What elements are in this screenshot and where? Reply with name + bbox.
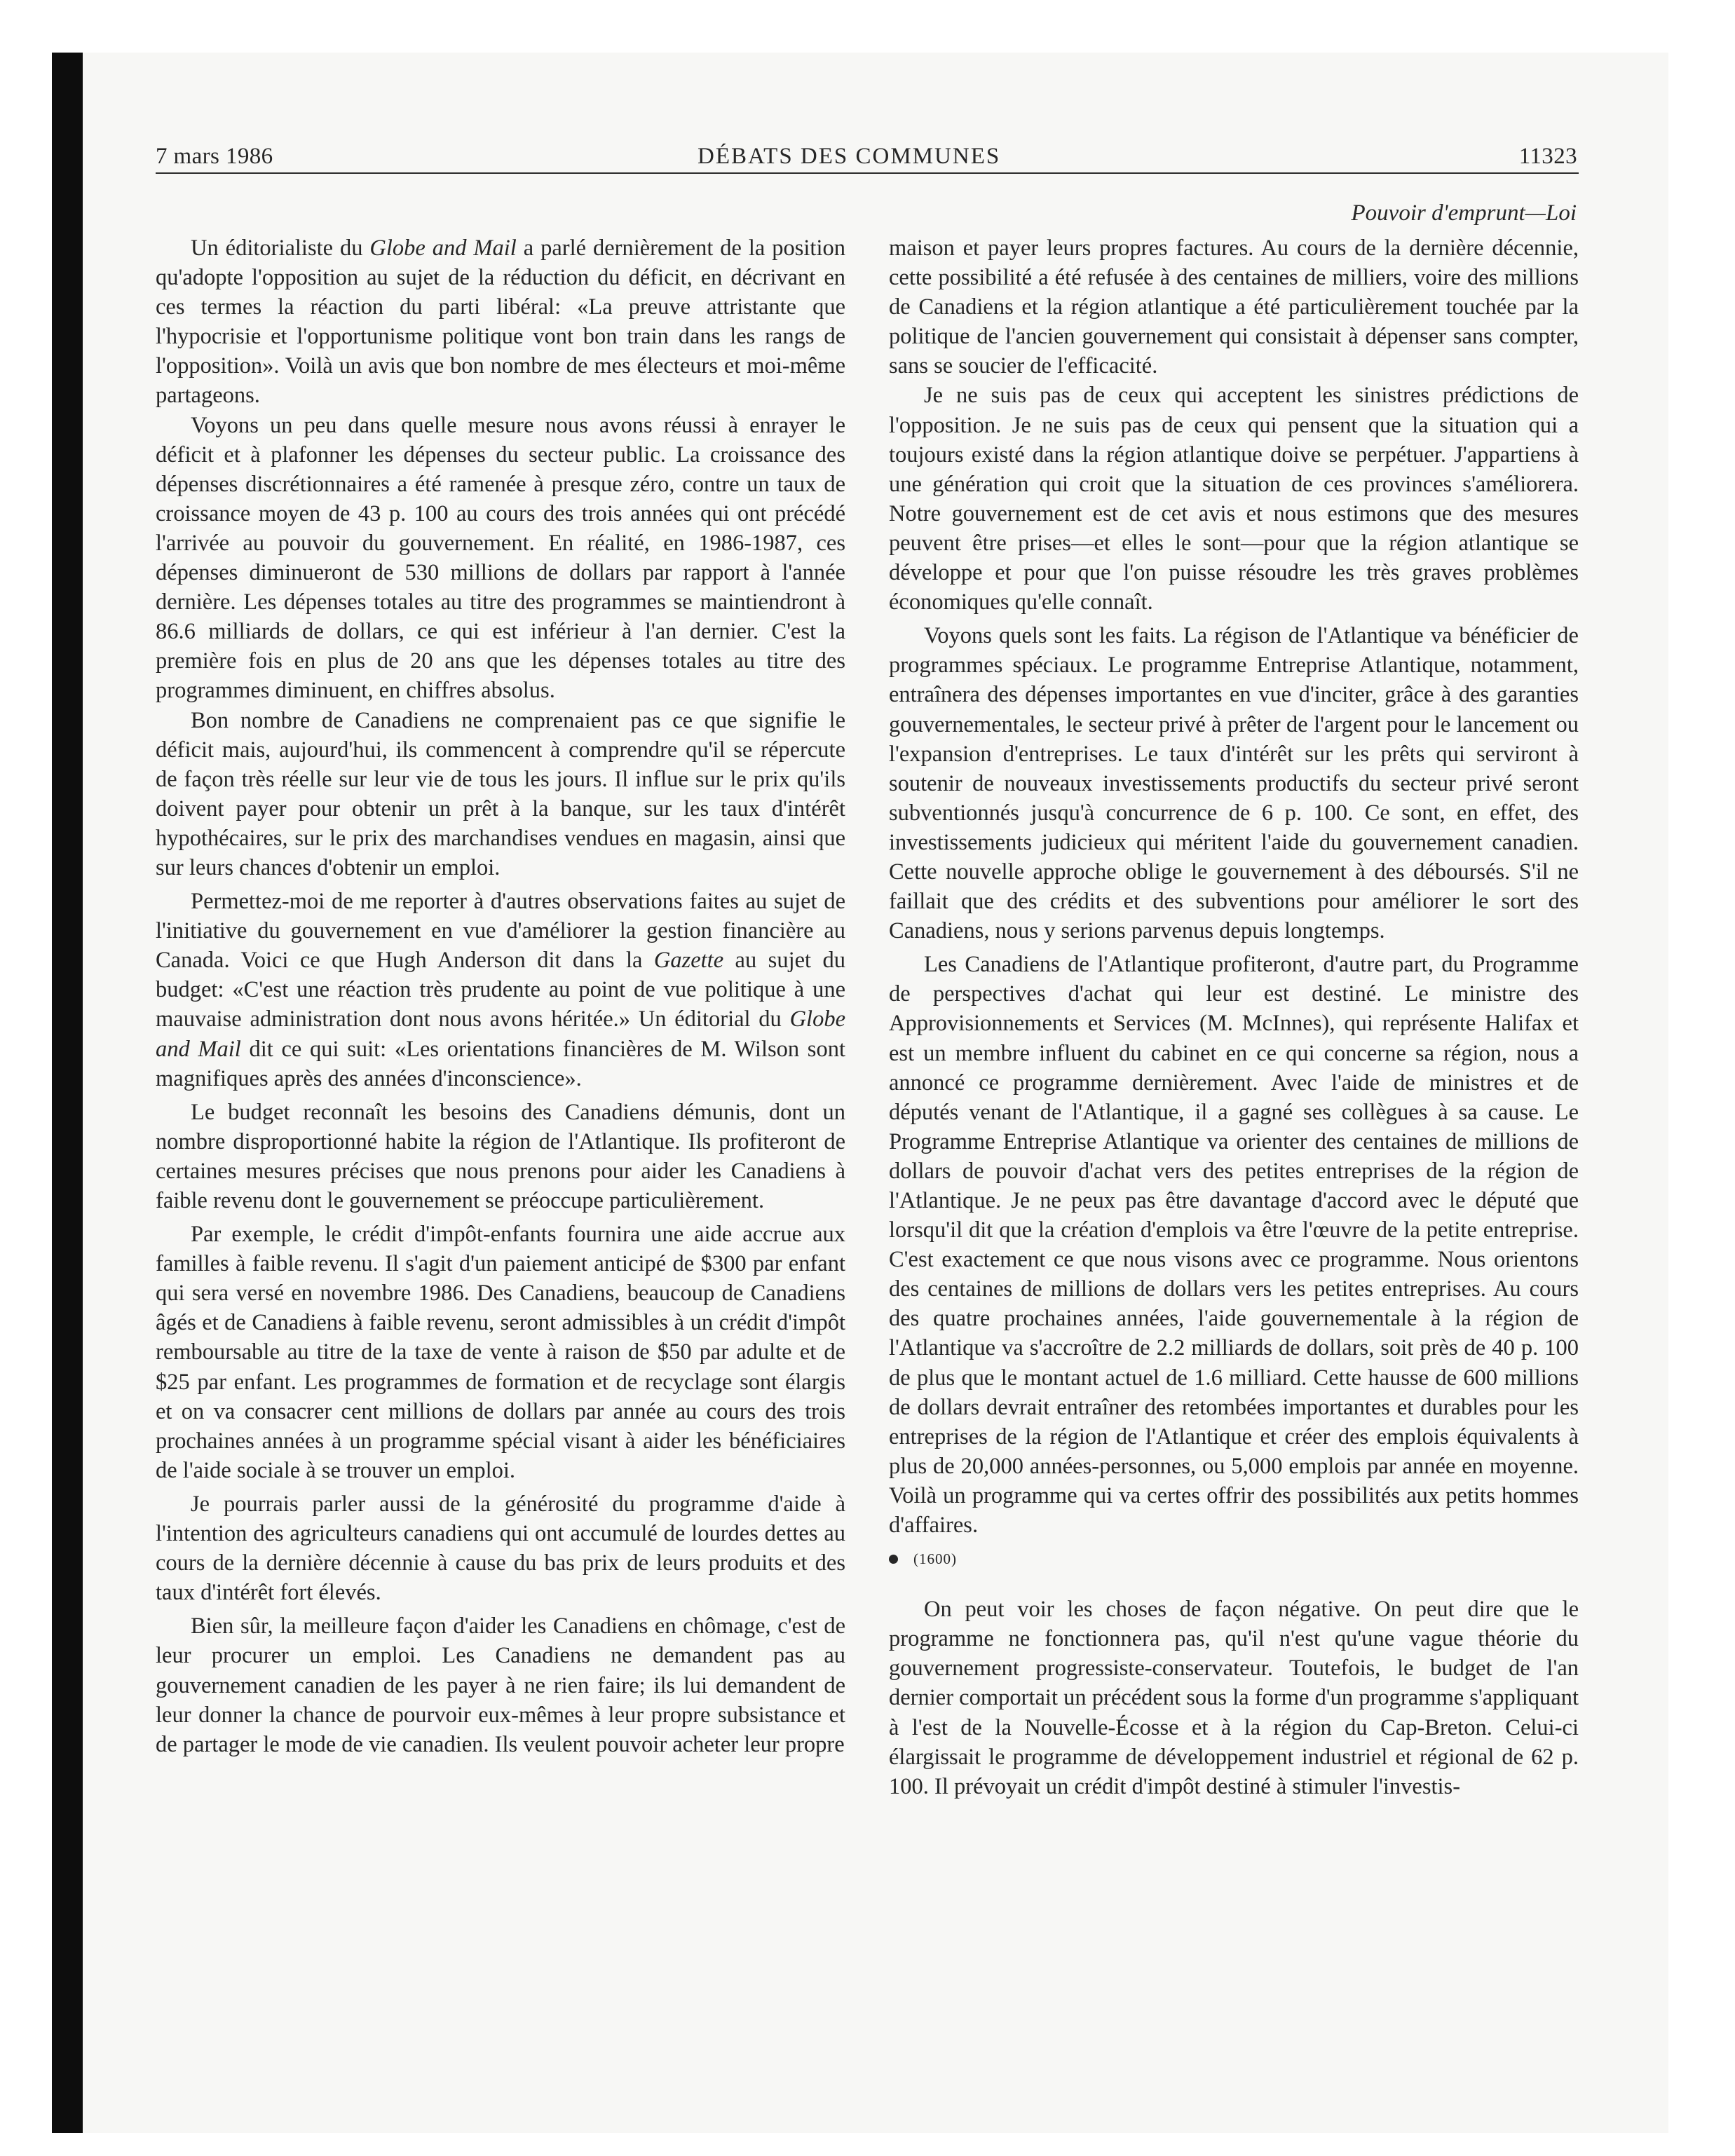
paragraph: Bon nombre de Canadiens ne comprenaient pas ce que signifie le déficit mais, aujourd'hui, ils commencent à comprendre qu'il se répercute de façon très réelle sur leur vie de tous les jours. Il influe sur le prix qu'ils doivent payer pour obtenir un prêt à la banque, sur les taux d'intérêt hypothécaires, sur le prix des marchandises vendues en magasin, ainsi que sur leurs chances d'obtenir un emploi. (156, 707, 845, 880)
page-number: 11323 (1518, 144, 1577, 169)
paragraph: Les Canadiens de l'Atlantique profiteront, d'autre part, du Programme de perspectives d'achat qui leur est destiné. Le ministre des Approvisionnements et Services (M. McInnes), qui représente Halifax et est un membre influent du cabinet en ce qui concerne sa région, nous a annoncé ce programme dernièrement. Avec l'aide de ministres et de députés venant de l'Atlantique, il a gagné ses collègues à sa cause. Le Programme Entreprise Atlantique va orienter des centaines de millions de dollars de pouvoir d'achat vers des petites entreprises de la région de l'Atlantique. Je ne peux pas être davantage d'accord avec le député que lorsqu'il dit que la création d'emplois va être l'œuvre de la petite entreprise. C'est exactement ce que nous visons avec ce programme. Nous orientons des centaines de millions de dollars vers les petites entreprises. Au cours des quatre prochaines années, l'aide gouvernementale à la région de l'Atlantique va s'accroître de 2.2 milliards de dollars, soit près de 40 p. 100 de plus que le montant actuel de 1.6 milliard. Cette hausse de 600 millions de dollars devrait entraîner des retombées importantes et durables pour les entreprises de la région de l'Atlantique et créer des emplois équivalents à plus de 20,000 années-personnes, ou 5,000 emplois par année en moyenne. Voilà un programme qui va certes offrir des possibilités aux petits hommes d'affaires. (889, 952, 1579, 1538)
time-marker-label: (1600) (913, 1550, 957, 1568)
paragraph: On peut voir les choses de façon négative. On peut dire que le programme ne fonctionnera pas, qu'il n'est qu'une vague théorie du gouvernement progressiste-conservateur. Toutefois, le budget de l'an dernier comportait un précédent sous la forme d'un programme s'appliquant à l'est de la Nouvelle-Écosse et à la région du Cap-Breton. Celui-ci élargissait le programme de développement industriel et régional de 62 p. 100. Il prévoyait un crédit d'impôt destiné à stimuler l'investis- (889, 1597, 1579, 1799)
left-column (156, 233, 845, 1759)
paragraph: Un éditorialiste du Globe and Mail a parlé dernièrement de la position qu'adopte l'opposition au sujet de la réduction du déficit, en décrivant en ces termes la réaction du parti libéral: «La preuve attristante que l'hypocrisie et l'opportunisme politique vont bon train dans les rangs de l'opposition». Voilà un avis que bon nombre de mes électeurs et moi-même partageons. (156, 236, 845, 409)
paragraph: Je pourrais parler aussi de la générosité du programme d'aide à l'intention des agriculteurs canadiens qui ont accumulé de lourdes dettes au cours de la dernière décennie à cause du bas prix de leurs produits et des taux d'intérêt fort élevés. (156, 1491, 845, 1606)
paragraph: Voyons un peu dans quelle mesure nous avons réussi à enrayer le déficit et à plafonner les dépenses du secteur public. La croissance des dépenses discrétionnaires a été ramenée à presque zéro, contre un taux de croissance moyen de 43 p. 100 au cours des trois années qui ont précédé l'arrivée au pouvoir du gouvernement. En réalité, en 1986-1987, ces dépenses diminueront de 530 millions de dollars par rapport à l'année dernière. Les dépenses totales au titre des programmes se maintiendront à 86.6 milliards de dollars, ce qui est inférieur à l'an dernier. C'est la première fois en plus de 20 ans que les dépenses totales au titre des programmes diminuent, en chiffres absolus. (156, 412, 845, 704)
section-title: Pouvoir d'emprunt—Loi (1351, 200, 1577, 226)
paragraph: Permettez-moi de me reporter à d'autres observations faites au sujet de l'initiative du gouvernement en vue d'améliorer la gestion financière au Canada. Voici ce que Hugh Anderson dit dans la Gazette au sujet du budget: «C'est une réaction très prudente au point de vue politique à une mauvaise administration dont nous avons héritée.» Un éditorial du Globe and Mail dit ce qui suit: «Les orientations financières de M. Wilson sont magnifiques après des années d'inconscience». (156, 889, 845, 1091)
paragraph: Voyons quels sont les faits. La régison de l'Atlantique va bénéficier de programmes spéciaux. Le programme Entreprise Atlantique, notamment, entraînera des dépenses importantes en vue d'inciter, grâce à des garanties gouvernementales, le secteur privé à prêter de l'argent pour le lancement ou l'expansion d'entreprises. Le taux d'intérêt sur les prêts qui serviront à soutenir de nouveaux investissements productifs du secteur privé seront subventionnés jusqu'à concurrence de 6 p. 100. Ce sont, en effet, des investissements judicieux qui méritent l'aide du gouvernement canadien. Cette nouvelle approche oblige le gouvernement à des déboursés. S'il ne faillait que des crédits et des subventions pour améliorer le sort des Canadiens, nous y serions parvenus depuis longtemps. (889, 623, 1579, 944)
time-marker (889, 1544, 1579, 1574)
paragraph: Par exemple, le crédit d'impôt-enfants fournira une aide accrue aux familles à faible revenu. Il s'agit d'un paiement anticipé de $300 par enfant qui sera versé en novembre 1986. Des Canadiens, beaucoup de Canadiens âgés et de Canadiens à faible revenu, seront admissibles à un crédit d'impôt remboursable au titre de la taxe de vente à raison de $50 par adulte et de $25 par enfant. Les programmes de formation et de recyclage sont élargis et on va consacrer cent millions de dollars par année au cours des trois prochaines années à un programme spécial visant à aider les bénéficiaires de l'aide sociale à se trouver un emploi. (156, 1222, 845, 1483)
paragraph: Je ne suis pas de ceux qui acceptent les sinistres prédictions de l'opposition. Je ne suis pas de ceux qui pensent que la situation qui a toujours existé dans la région atlantique doive se perpétuer. J'appartiens à une génération qui croit que la situation de ces provinces s'améliorera. Notre gouvernement est de cet avis et nous estimons que des mesures peuvent être prises—et elles le sont—pour que la région atlantique se développe et pour que l'on puisse résoudre les très graves problèmes économiques qu'elle connaît. (889, 383, 1579, 615)
scan-border (52, 53, 83, 2133)
paragraph: Bien sûr, la meilleure façon d'aider les Canadiens en chômage, c'est de leur procurer un emploi. Les Canadiens ne demandent pas au gouvernement canadien de les payer à ne rien faire; ils lui demandent de leur donner la chance de pourvoir eux-mêmes à leur propre subsistance et de partager le mode de vie canadien. Ils veulent pouvoir acheter leur propre (156, 1613, 845, 1757)
right-column (889, 233, 1579, 1801)
header-title: DÉBATS DES COMMUNES (698, 144, 1001, 169)
header-date: 7 mars 1986 (156, 144, 273, 169)
header-rule (156, 172, 1579, 174)
bullet-icon (889, 1555, 898, 1564)
paragraph: Le budget reconnaît les besoins des Canadiens démunis, dont un nombre disproportionné habite la région de l'Atlantique. Ils profiteront de certaines mesures précises que nous prenons pour aider les Canadiens à faible revenu dont le gouvernement se préoccupe particulièrement. (156, 1099, 845, 1213)
paragraph: maison et payer leurs propres factures. Au cours de la dernière décennie, cette possibilité a été refusée à des centaines de milliers, voire des millions de Canadiens et la région atlantique a été particulièrement touchée par la politique de l'ancien gouvernement qui consistait à dépenser sans compter, sans se soucier de l'efficacité. (889, 236, 1579, 379)
